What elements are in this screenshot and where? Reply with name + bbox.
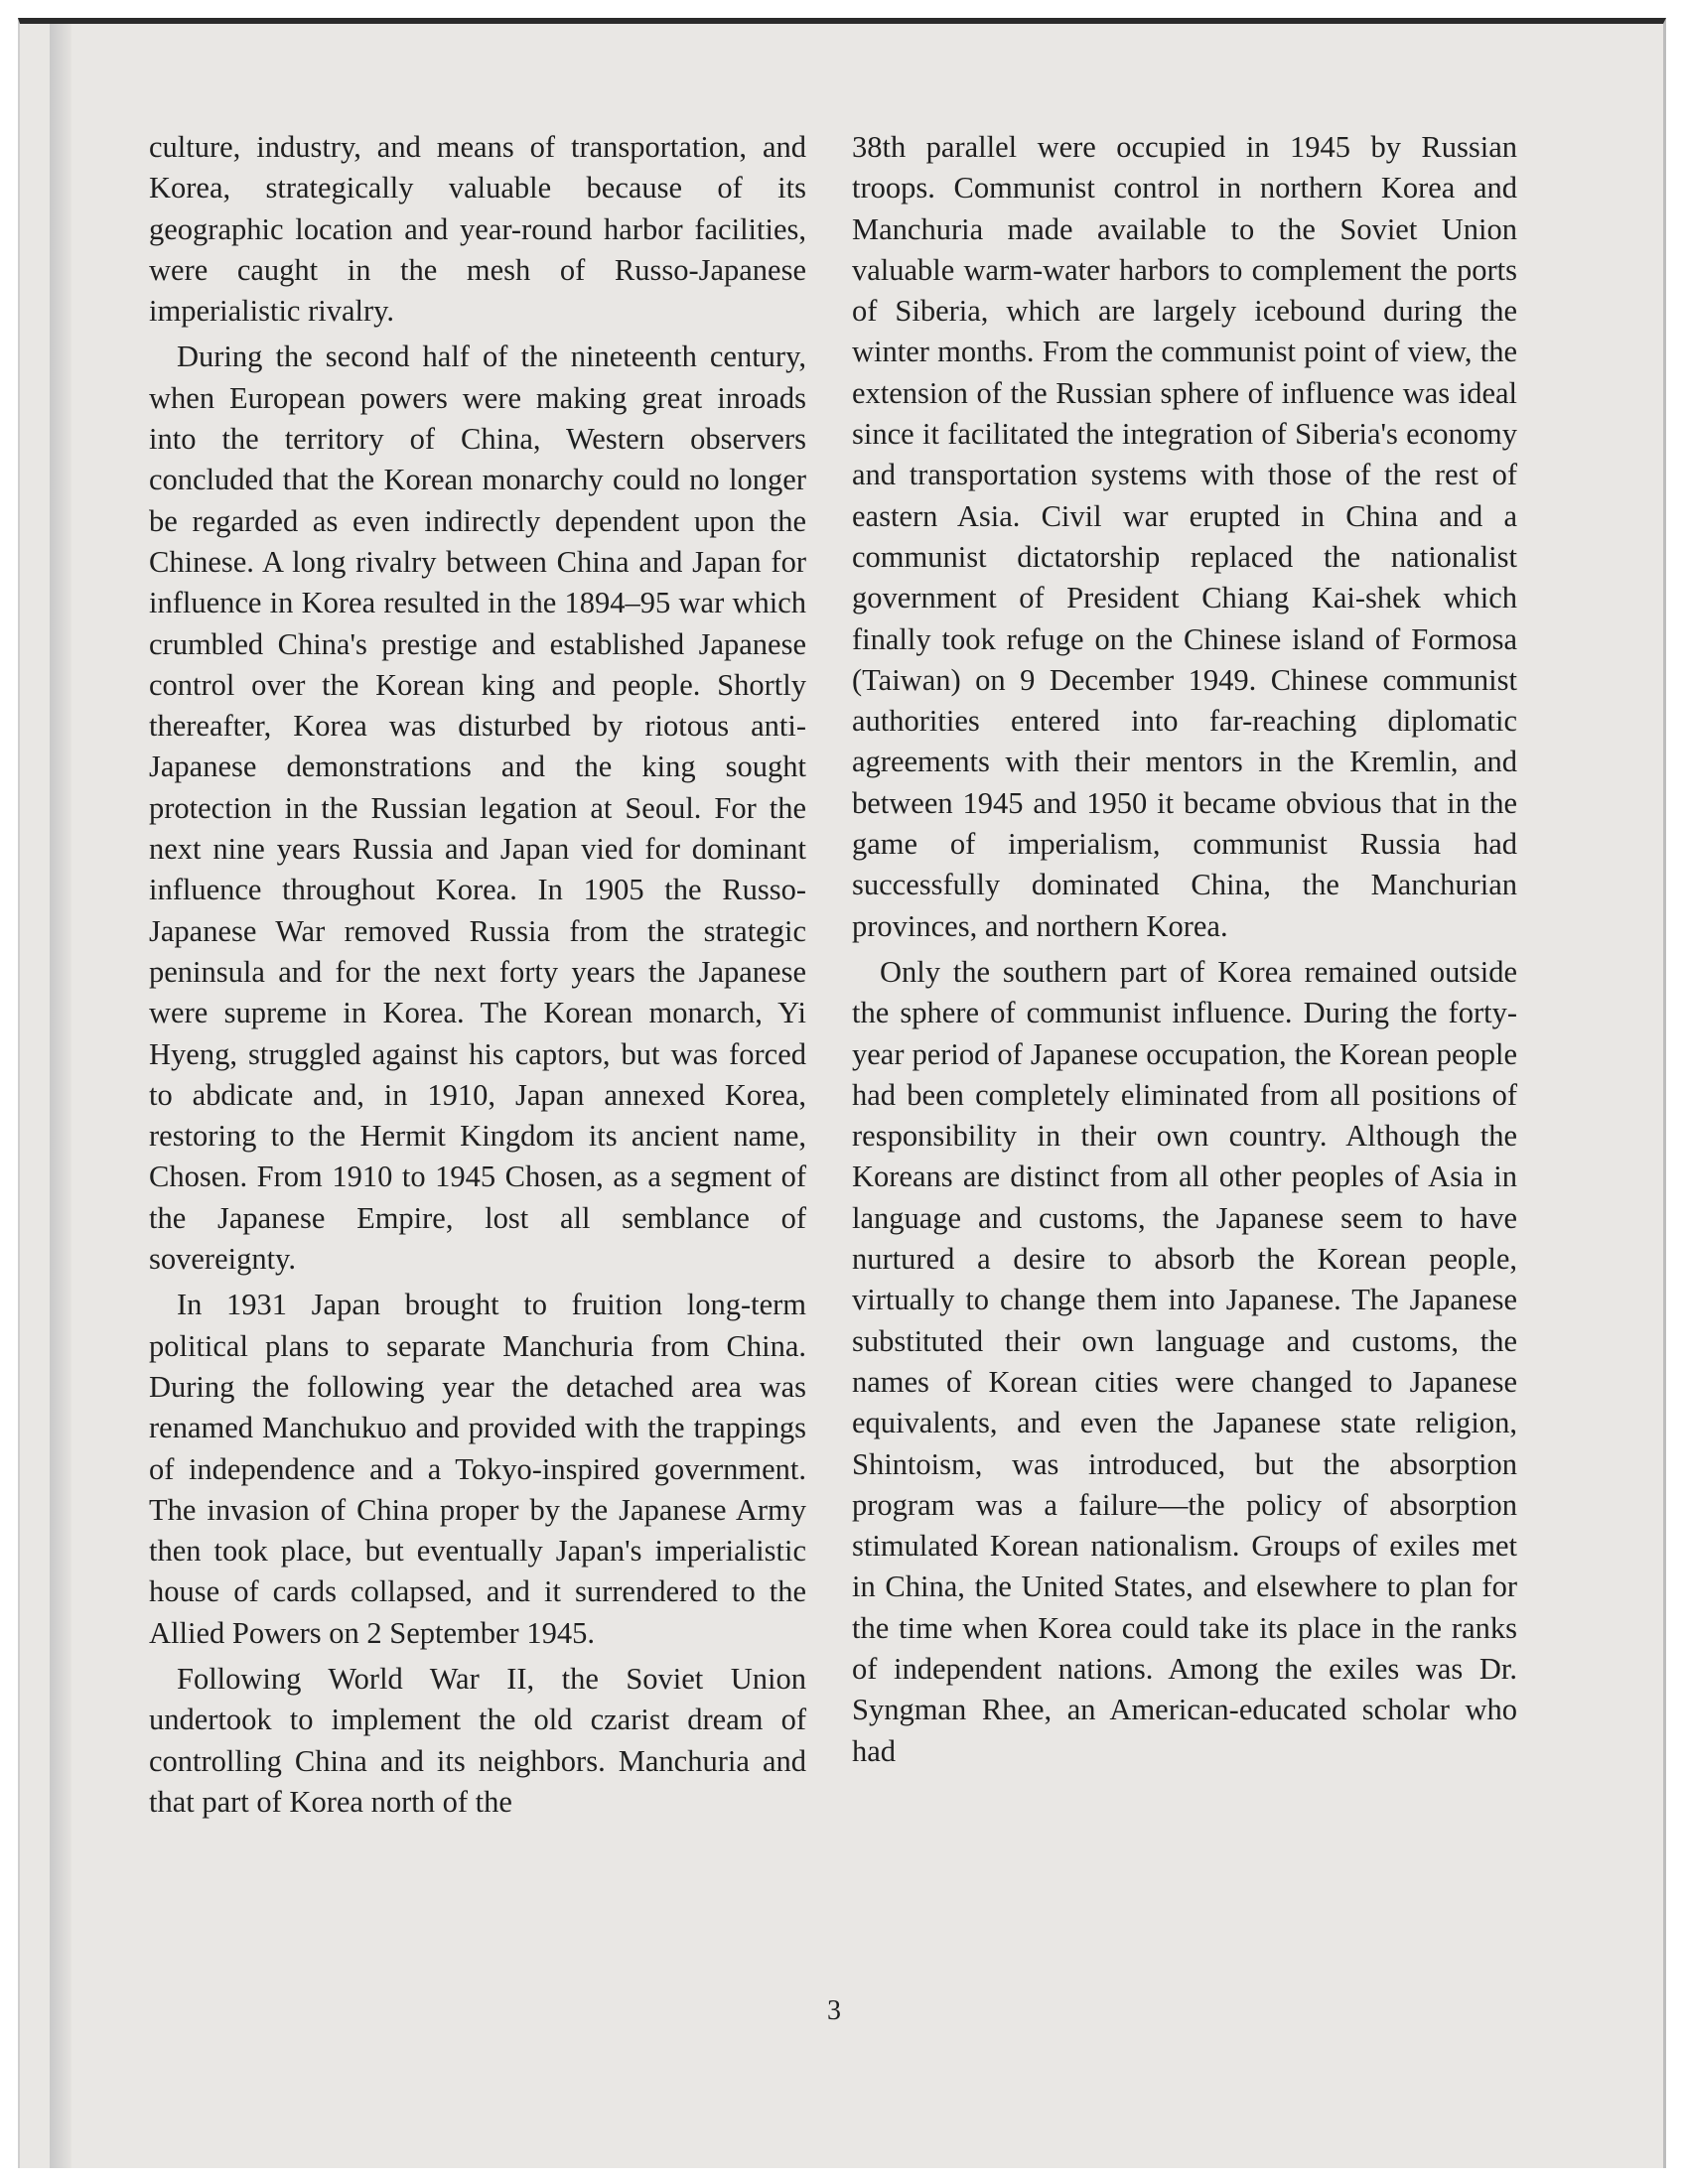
paragraph: During the second half of the nineteenth century, when European powers were making great inroads into the territory of China, Western observers concluded that the Korean monarchy could no longer be regarded as even indirectly dependent upon the Chinese. A long rivalry between China and Japan for influence in Korea resulted in the 1894–95 war which crumbled China's prestige and established Japanese control over the Korean king and people. Shortly thereafter, Korea was disturbed by riotous anti-Japanese demonstrations and the king sought protection in the Russian legation at Seoul. For the next nine years Russia and Japan vied for dominant influence throughout Korea. In 1905 the Russo-Japanese War removed Russia from the strategic peninsula and for the next forty years the Japanese were supreme in Korea. The Korean monarch, Yi Hyeng, struggled against his captors, but was forced to abdicate and, in 1910, Japan annexed Korea, restoring to the Hermit Kingdom its ancient name, Chosen. From 1910 to 1945 Chosen, as a segment of the Japanese Empire, lost all semblance of sovereignty. [149, 340, 806, 1277]
left-column [149, 127, 806, 1828]
page-number: 3 [827, 1995, 841, 2026]
paragraph: Only the southern part of Korea remained outside the sphere of communist influence. During the forty-year period of Japanese occupation, the Korean people had been completely eliminated from all positions of responsibility in their own country. Although the Koreans are distinct from all other peoples of Asia in language and customs, the Japanese seem to have nurtured a desire to absorb the Korean people, virtually to change them into Japanese. The Japanese substituted their own language and customs, the names of Korean cities were changed to Japanese equivalents, and even the Japanese state religion, Shintoism, was introduced, but the absorption program was a failure—the policy of absorption stimulated Korean nationalism. Groups of exiles met in China, the United States, and elsewhere to plan for the time when Korea could take its place in the ranks of independent nations. Among the exiles was Dr. Syngman Rhee, an American-educated scholar who had [852, 954, 1517, 1768]
paragraph: 38th parallel were occupied in 1945 by Russian troops. Communist control in northern Korea and Manchuria made available to the Soviet Union valuable warm-water harbors to complement the ports of Siberia, which are largely icebound during the winter months. From the communist point of view, the extension of the Russian sphere of influence was ideal since it facilitated the integration of Siberia's economy and transportation systems with those of the rest of eastern Asia. Civil war erupted in China and a communist dictatorship replaced the nationalist government of President Chiang Kai-shek which finally took refuge on the Chinese island of Formosa (Taiwan) on 9 December 1949. Chinese communist authorities entered into far-reaching diplomatic agreements with their mentors in the Kremlin, and between 1945 and 1950 it became obvious that in the game of imperialism, communist Russia had successfully dominated China, the Manchurian provinces, and northern Korea. [852, 130, 1517, 943]
right-column [852, 127, 1517, 1777]
paragraph: culture, industry, and means of transportation, and Korea, strategically valuable because of its geographic location and year-round harbor facilities, were caught in the mesh of Russo-Japanese imperialistic rivalry. [149, 130, 806, 329]
paragraph: Following World War II, the Soviet Union undertook to implement the old czarist dream of controlling China and its neighbors. Manchuria and that part of Korea north of the [149, 1661, 806, 1819]
paragraph: In 1931 Japan brought to fruition long-term political plans to separate Manchuria from China. During the following year the detached area was renamed Manchukuo and provided with the trappings of independence and a Tokyo-inspired government. The invasion of China proper by the Japanese Army then took place, but eventually Japan's imperialistic house of cards collapsed, and it surrendered to the Allied Powers on 2 September 1945. [149, 1288, 806, 1650]
binding-edge [50, 24, 71, 2168]
